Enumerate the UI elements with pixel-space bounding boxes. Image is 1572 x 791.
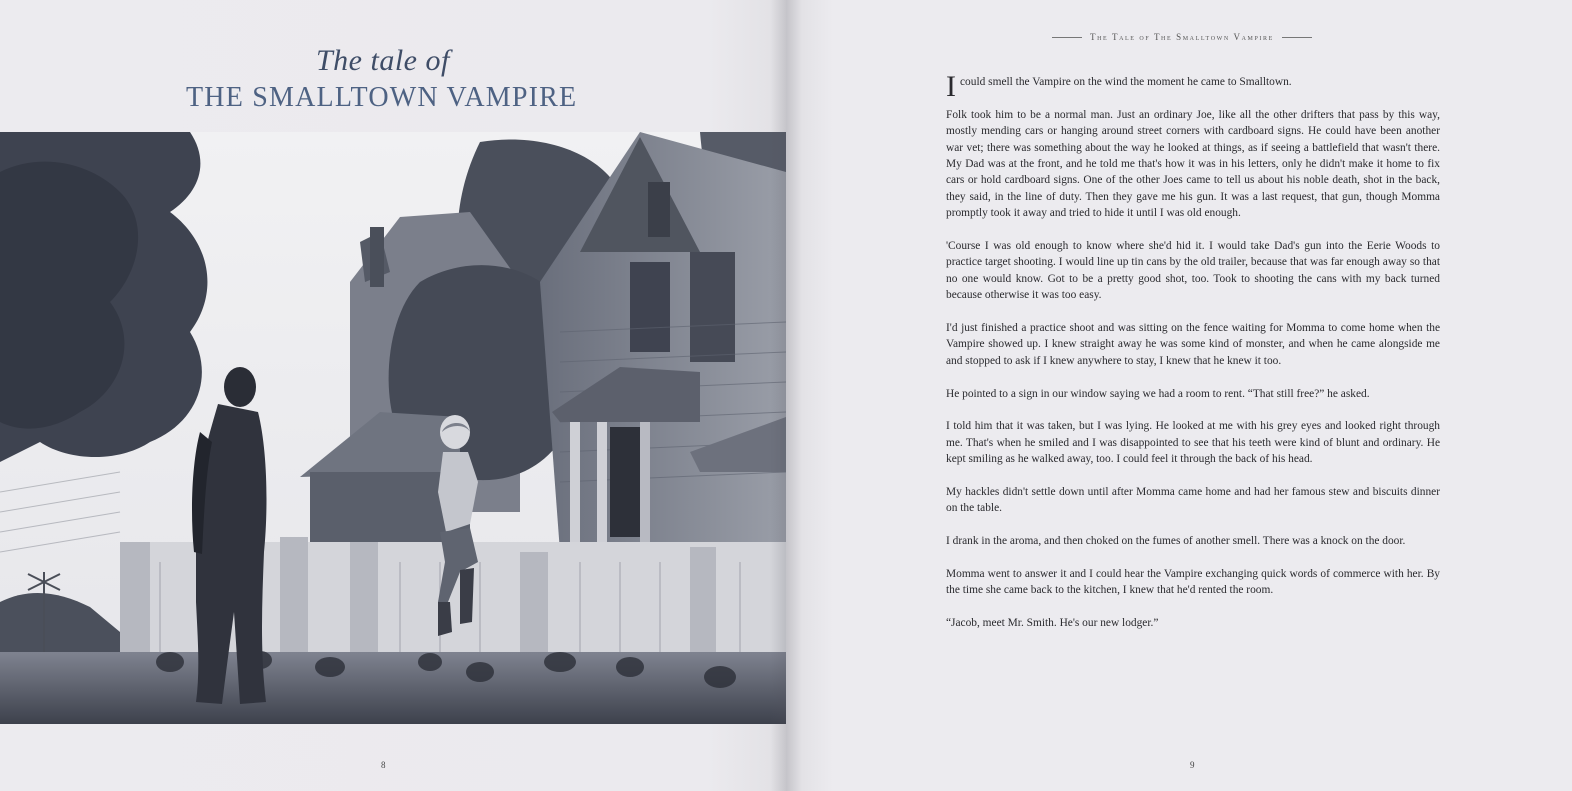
paragraph: I told him that it was taken, but I was lying. He looked at me with his grey eyes and looked right through me. That's when he smiled and I was disappointed to see that his teeth were kind of blunt and ordinary. He kept smiling as he walked away, too. I could feel it through the back of his head. bbox=[946, 420, 1440, 466]
running-head-text: The Tale of The Smalltown Vampire bbox=[1090, 32, 1274, 42]
body-text bbox=[946, 70, 1440, 648]
title-script: The tale of bbox=[316, 44, 450, 77]
paragraph: My hackles didn't settle down until after Momma came home and had her famous stew and biscuits dinner on the table. bbox=[946, 486, 1440, 515]
running-head-rule-left bbox=[1052, 37, 1082, 38]
illustration bbox=[0, 132, 786, 724]
paragraph-first-text: could smell the Vampire on the wind the moment he came to Smalltown. bbox=[960, 76, 1292, 88]
running-head bbox=[1044, 32, 1320, 42]
paragraph-first bbox=[946, 70, 1440, 103]
paragraph: Folk took him to be a normal man. Just an ordinary Joe, like all the other drifters that pass by this way, mostly mending cars or hanging around street corners with cardboard signs. He could have been another war vet; there was something about the way he looked at things, as if seeing a battlefield that wasn't there. My Dad was at the front, and he told me that's how it was in his letters, only he didn't make it home to fix cars or hold cardboard signs. One of the other Joes came to tell us about his noble death, shot in the back, they said, in the line of duty. Then they gave me his gun. It was a last request, that gun, though Momma promptly took it away and tried to hide it until I was old enough. bbox=[946, 108, 1440, 220]
page-number: 8 bbox=[381, 760, 386, 770]
paragraph: I drank in the aroma, and then choked on the fumes of another smell. There was a knock on the door. bbox=[946, 535, 1406, 548]
paragraph: He pointed to a sign in our window saying we had a room to rent. “That still free?” he asked. bbox=[946, 387, 1370, 400]
paragraph: “Jacob, meet Mr. Smith. He's our new lodger.” bbox=[946, 617, 1159, 630]
paragraph: Momma went to answer it and I could hear the Vampire exchanging quick words of commerce with her. By the time she came back to the kitchen, I knew that he'd rented the room. bbox=[946, 568, 1440, 597]
right-page bbox=[786, 0, 1572, 791]
paragraph: 'Course I was old enough to know where she'd hid it. I would take Dad's gun into the Eerie Woods to practice target shooting. I would line up tin cans by the old trailer, because that was far enough away so that no one would know. Got to be a pretty good shot, too. Took to shooting the cans with my back turned because otherwise it was too easy. bbox=[946, 240, 1440, 302]
running-head-rule-right bbox=[1282, 37, 1312, 38]
page-title: THE SMALLTOWN VAMPIRE bbox=[186, 82, 578, 113]
paragraph: I'd just finished a practice shoot and was sitting on the fence waiting for Momma to come home when the Vampire showed up. I knew straight away he was some kind of monster, and when he came alongside me and stopped to ask if I knew anywhere to stay, I knew that he knew it too. bbox=[946, 322, 1440, 367]
page-number: 9 bbox=[1190, 760, 1195, 770]
drop-cap: I bbox=[946, 70, 956, 103]
